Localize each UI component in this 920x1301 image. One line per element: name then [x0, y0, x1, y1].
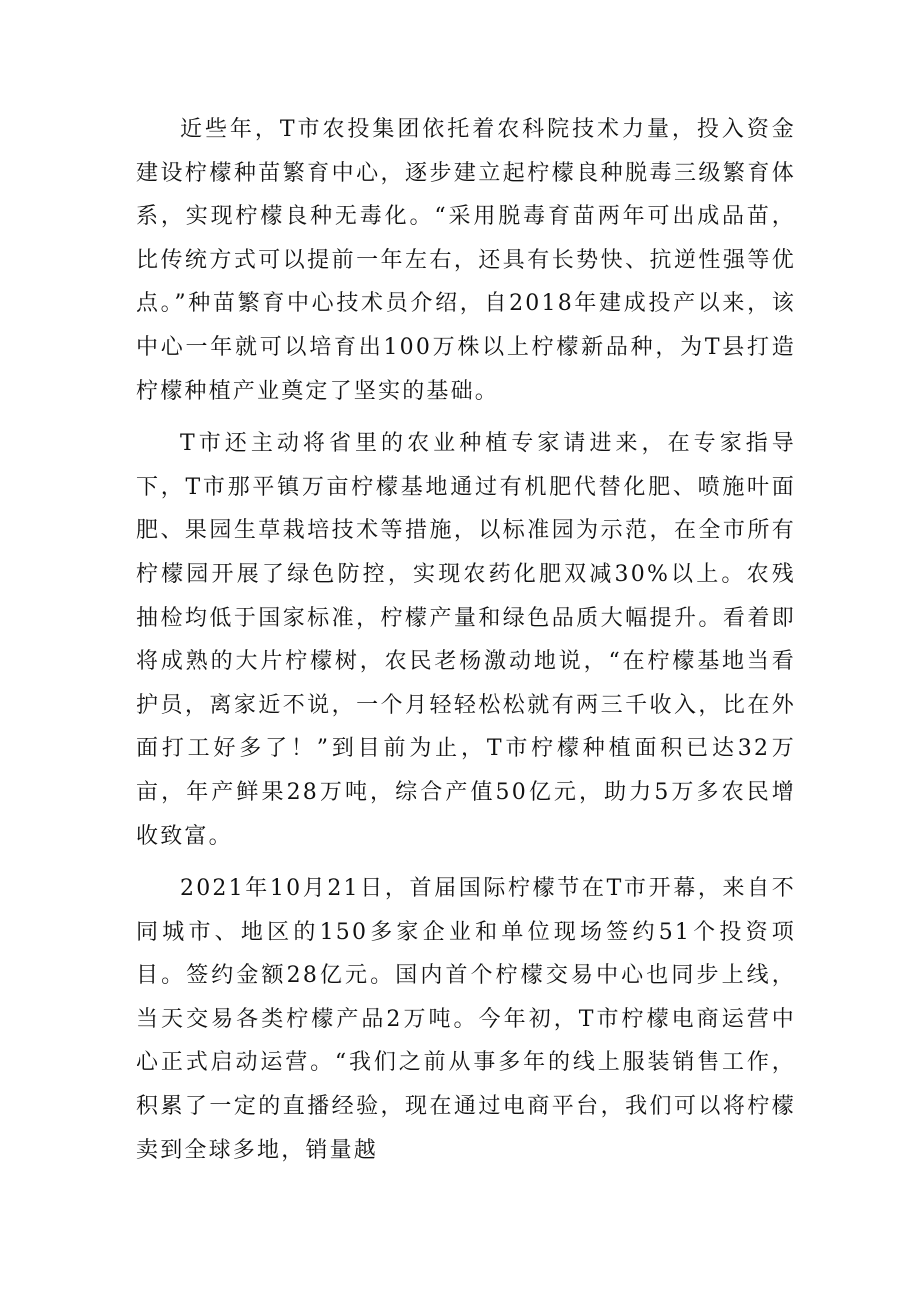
document-body: [136, 108, 796, 1181]
paragraph-lemon-festival: 2021年10月21日，首届国际柠檬节在T市开幕，来自不同城市、地区的150多家企业和单位现场签约51个投资项目。签约金额28亿元。国内首个柠檬交易中心也同步上线，当天交易各类柠檬产品2万吨。今年初，T市柠檬电商运营中心正式启动运营。“我们之前从事多年的线上服装销售工作，积累了一定的直播经验，现在通过电商平台，我们可以将柠檬卖到全球多地，销量越: [136, 876, 796, 1163]
paragraph-seedling-center: 近些年，T市农投集团依托着农科院技术力量，投入资金建设柠檬种苗繁育中心，逐步建立起柠檬良种脱毒三级繁育体系，实现柠檬良种无毒化。“采用脱毒育苗两年可出成品苗，比传统方式可以提前一年左右，还具有长势快、抗逆性强等优点。”种苗繁育中心技术员介绍，自2018年建成投产以来，该中心一年就可以培育出100万株以上柠檬新品种，为T县打造柠檬种植产业奠定了坚实的基础。: [136, 117, 796, 404]
paragraph-green-control: T市还主动将省里的农业种植专家请进来，在专家指导下，T市那平镇万亩柠檬基地通过有机肥代替化肥、喷施叶面肥、果园生草栽培技术等措施，以标准园为示范，在全市所有柠檬园开展了绿色防控，实现农药化肥双减30%以上。农残抽检均低于国家标准，柠檬产量和绿色品质大幅提升。看着即将成熟的大片柠檬树，农民老杨激动地说，“在柠檬基地当看护员，离家近不说，一个月轻轻松松就有两三千收入，比在外面打工好多了！”到目前为止，T市柠檬种植面积已达32万亩，年产鲜果28万吨，综合产值50亿元，助力5万多农民增收致富。: [136, 431, 796, 849]
